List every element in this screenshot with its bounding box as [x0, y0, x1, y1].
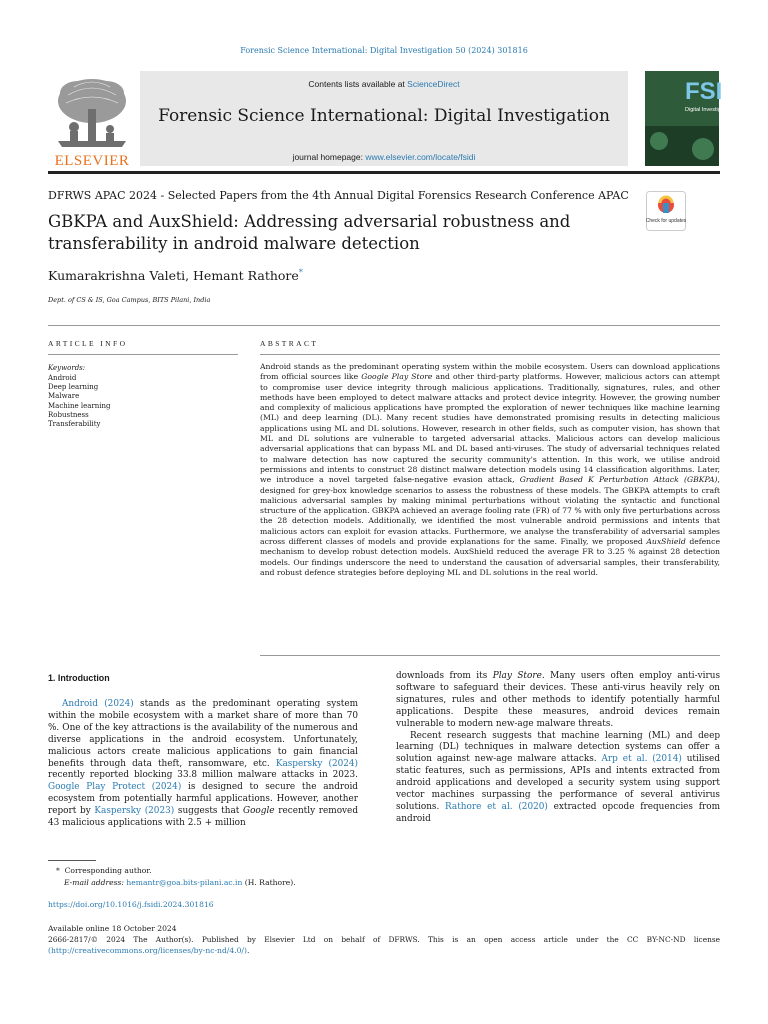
license-line: (http://creativecommons.org/licenses/by-nc-nd/4.0/).	[48, 946, 250, 955]
email-link[interactable]: hemantr@goa.bits-pilani.ac.in	[126, 878, 243, 887]
section-heading-introduction: 1. Introduction	[48, 673, 110, 683]
sciencedirect-link[interactable]: ScienceDirect	[407, 79, 460, 89]
header-rule	[48, 171, 720, 174]
ref-arp-2014[interactable]: Arp et al. (2014)	[601, 754, 682, 765]
ref-google-play-protect[interactable]: Google Play Protect (2024)	[48, 782, 182, 793]
ref-kaspersky-2024[interactable]: Kaspersky (2024)	[275, 758, 358, 769]
affiliation: Dept. of CS & IS, Goa Campus, BITS Pilani, India	[48, 296, 211, 304]
journal-title: Forensic Science International: Digital Investigation	[158, 106, 610, 126]
contents-line: Contents lists available at ScienceDirect	[308, 79, 460, 89]
cover-subtitle: Digital Investigation	[685, 107, 733, 113]
cover-logo: FSI	[685, 78, 723, 105]
crossmark-badge[interactable]	[646, 191, 686, 231]
keyword: Malware	[48, 392, 80, 401]
journal-citation: Forensic Science International: Digital Investigation 50 (2024) 301816	[240, 46, 528, 55]
license-text: 2666-2817/© 2024 The Author(s). Published by Elsevier Ltd on behalf of DFRWS. This is an open access article under the CC BY-NC-ND license	[48, 935, 720, 944]
abstract-end-rule	[260, 655, 720, 656]
abstract-heading: ABSTRACT	[260, 339, 319, 348]
license-link[interactable]: (http://creativecommons.org/licenses/by-nc-nd/4.0/)	[48, 946, 247, 955]
keyword: Deep learning	[48, 383, 99, 392]
elsevier-wordmark: ELSEVIER	[54, 153, 130, 169]
crossmark-label: Check for updates	[645, 218, 687, 224]
intro-left-column: Android (2024) stands as the predominant operating system within the mobile ecosystem with a market share of more than 70 %. One of the key attractions is the availability of the numerous and diverse applications in the android ecosystem. Unfortunately, malicious actors create malicious applications to gain financial benefits through data theft, ransomware, etc. Kaspersky (2024) recently reported blocking 33.8 million malware attacks in 2023. Google Play Protect (2024) is designed to secure the android ecosystem from potentially harmful applications. However, another report by Kaspersky (2023) suggests that Google recently removed 43 malicious applications with 2.5 + million	[48, 699, 358, 829]
email-note: E-mail address: hemantr@goa.bits-pilani.ac.in (H. Rathore).	[64, 878, 296, 887]
footnote-rule	[48, 860, 96, 861]
abstract-rule	[260, 354, 720, 355]
corresponding-note: * Corresponding author.	[56, 866, 152, 875]
abstract-text: Android stands as the predominant operating system within the mobile ecosystem. Users can download applications from official sources like Google Play Store and other third-party platforms. However, malicious actors can attempt to compromise user device integrity through malicious applications. Traditionally, signatures, rules, and other methods have been employed to detect malware attacks and protect device integrity. However, the growing number and complexity of malicious applications have prompted the exploration of newer techniques like machine learning (ML) and deep learning (DL). Many recent studies have demonstrated promising results in detecting malicious applications using ML and DL solutions. However, research in other fields, such as computer vision, has shown that ML and DL solutions are vulnerable to targeted adversarial attacks. Malicious actors can develop malicious adversarial applications that can bypass ML and DL based anti-viruses. The study of adversarial techniques related to malware detection has now captured the security community's attention. In this work, we utilise android permissions and intents to construct 28 distinct malware detection models using 14 classification algorithms. Later, we introduce a novel targeted false-negative evasion attack, Gradient Based K Perturbation Attack (GBKPA), designed for grey-box knowledge scenarios to assess the robustness of these models. The GBKPA attempts to craft malicious adversarial samples by making minimal perturbations without violating the syntactic and functional structure of the application. GBKPA achieved an average fooling rate (FR) of 77 % with only five perturbations across the 28 detection models. Additionally, we identified the most vulnerable android permissions and intents that malicious actors can exploit for evasion attacks. Furthermore, we analyse the transferability of adversarial samples across different classes of models and provide explanations for the same. Finally, we proposed AuxShield defence mechanism to develop robust detection models. AuxShield reduced the average FR to 3.25 % against 28 detection models. Our findings underscore the need to understand the causation of adversarial samples, their transferability, and robust defence strategies before deploying ML and DL solutions in the real world.	[260, 362, 720, 577]
keyword: Robustness	[48, 410, 89, 419]
journal-homepage: journal homepage: www.elsevier.com/locate/fsidi	[292, 152, 476, 162]
article-info-heading: ARTICLE INFO	[48, 339, 128, 348]
ref-rathore-2020[interactable]: Rathore et al. (2020)	[445, 801, 548, 812]
article-title: GBKPA and AuxShield: Addressing adversarial robustness and transferability in android malware detection	[48, 212, 571, 253]
keyword: Android	[48, 374, 77, 382]
keywords-label: Keywords:	[48, 364, 86, 372]
ref-android-2024[interactable]: Android (2024)	[62, 699, 134, 709]
keyword: Machine learning	[48, 401, 111, 410]
journal-cover	[645, 71, 733, 166]
corresponding-author-marker[interactable]: *	[298, 268, 303, 277]
conference-series: DFRWS APAC 2024 - Selected Papers from the 4th Annual Digital Forensics Research Conference APAC	[48, 189, 629, 202]
intro-right-column: downloads from its Play Store. Many users often employ anti-virus software to safeguard their devices. These anti-virus heavily rely on signatures, rules and other methods to identify potentially harmful applications. Despite these measures, android devices remain vulnerable to modern new-age malware threats. Recent research suggests that machine learning (ML) and deep learning (DL) techniques in malware detection systems can offer a solution against new-age malware attacks. Arp et al. (2014) utilised static features, such as permissions, APIs and intents extracted from android applications and developed a security system using support vector machines surpassing the performance of several antivirus solutions. Rathore et al. (2020) extracted opcode frequencies from android	[396, 671, 721, 824]
section-rule	[48, 325, 720, 326]
keywords-list	[48, 374, 111, 429]
doi-link[interactable]: https://doi.org/10.1016/j.fsidi.2024.301816	[48, 900, 214, 909]
ref-kaspersky-2023[interactable]: Kaspersky (2023)	[94, 806, 175, 817]
available-online: Available online 18 October 2024	[48, 924, 177, 933]
homepage-link[interactable]: www.elsevier.com/locate/fsidi	[365, 152, 476, 162]
elsevier-logo	[48, 71, 136, 168]
author-list: Kumarakrishna Valeti, Hemant Rathore*	[48, 268, 303, 284]
article-info-rule	[48, 354, 238, 355]
keyword: Transferability	[48, 420, 101, 429]
